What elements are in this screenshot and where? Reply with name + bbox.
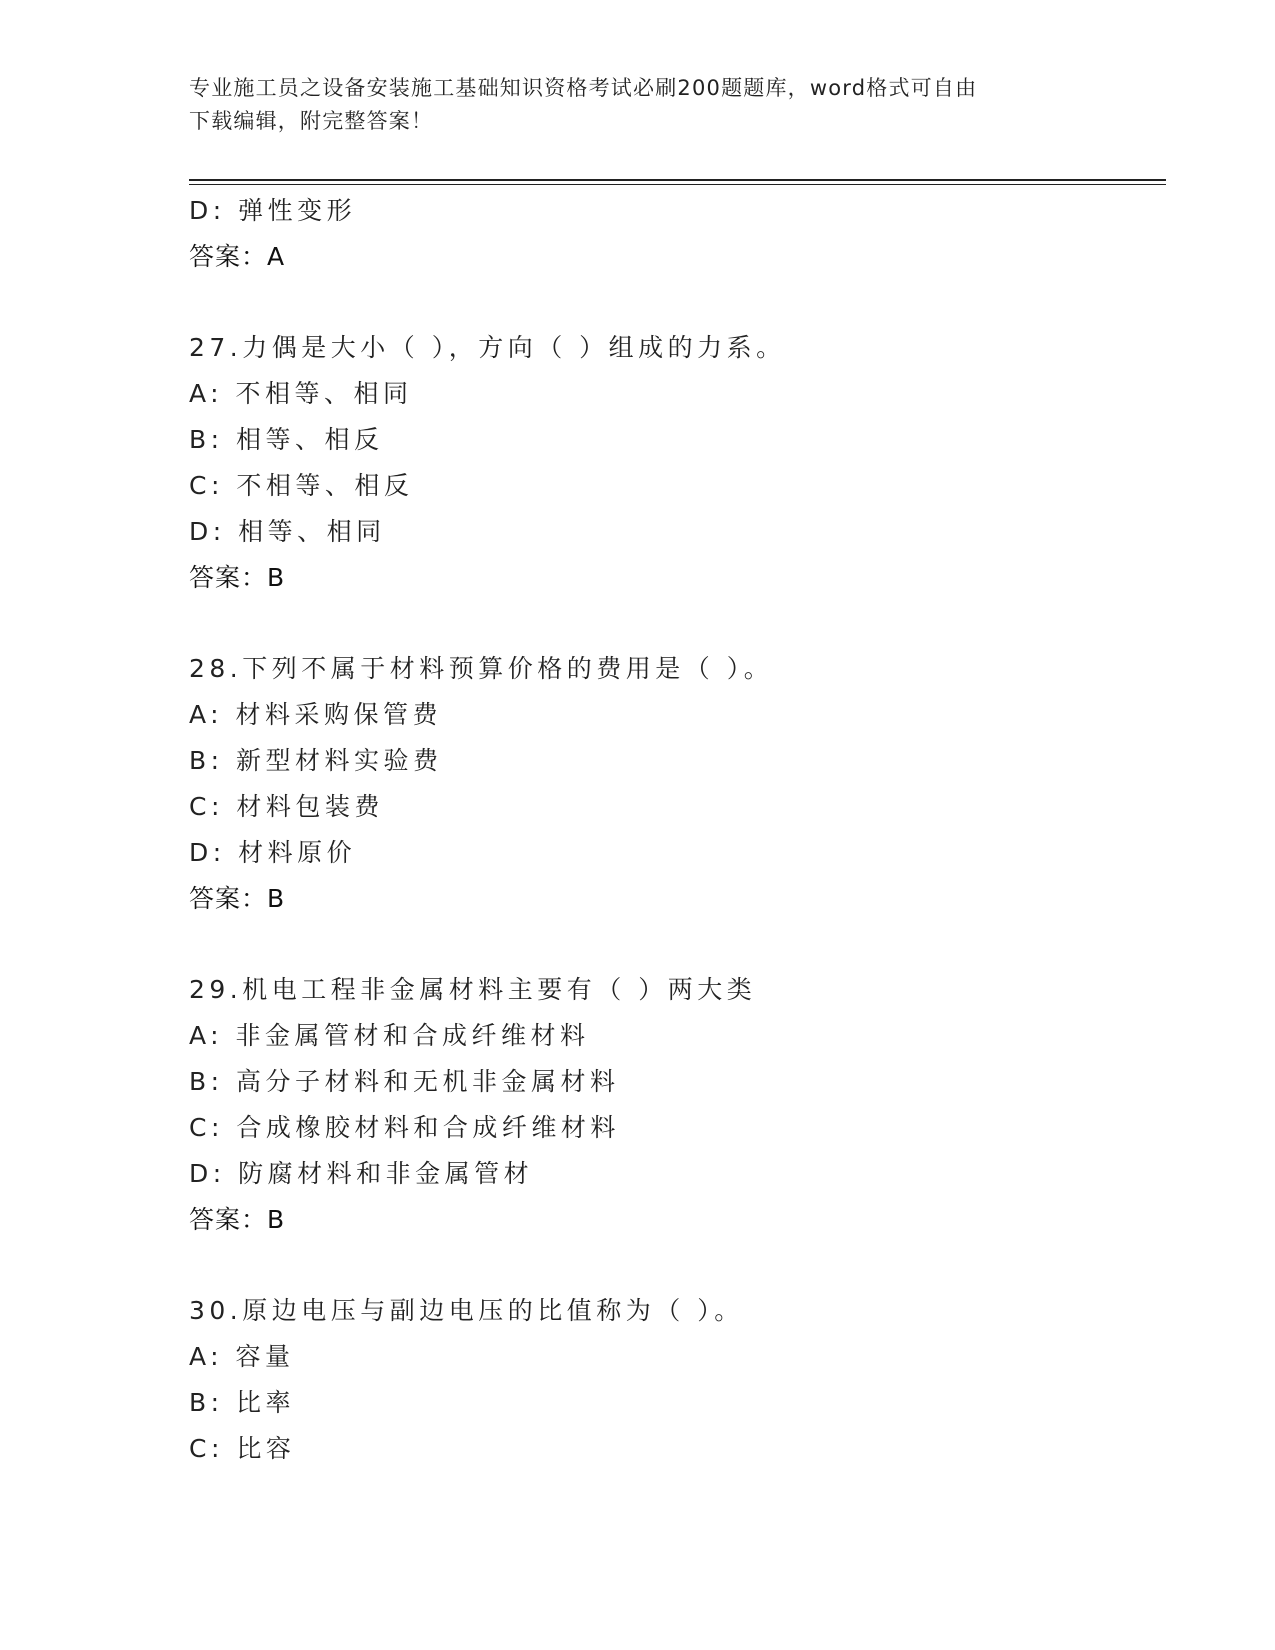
spacer [189,1243,1166,1288]
question-30 [189,1288,1166,1472]
option-a: A: 材料采购保管费 [189,700,443,729]
option-a: A: 不相等、相同 [189,379,413,408]
spacer [189,601,1166,646]
answer: 答案：A [189,242,286,271]
question-27 [189,325,1166,601]
option-a: A: 非金属管材和合成纤维材料 [189,1021,590,1050]
question-stem: 27.力偶是大小（ ），方向（ ）组成的力系。 [189,333,786,362]
option-d: D: 防腐材料和非金属管材 [189,1159,534,1188]
option-a: A: 容量 [189,1342,295,1371]
option-b: B: 高分子材料和无机非金属材料 [189,1067,620,1096]
partial-question-26 [189,188,1166,280]
option-d: D: 材料原价 [189,838,357,867]
question-29 [189,967,1166,1243]
option-c: C: 比容 [189,1434,296,1463]
option-b: B: 比率 [189,1388,296,1417]
question-list [189,188,1166,1472]
option-d: D: 相等、相同 [189,517,386,546]
question-stem: 29.机电工程非金属材料主要有（ ）两大类 [189,975,757,1004]
spacer [189,922,1166,967]
answer: 答案：B [189,563,286,592]
question-stem: 28.下列不属于材料预算价格的费用是（ ）。 [189,654,774,683]
option-c: C: 不相等、相反 [189,471,414,500]
option-b: B: 相等、相反 [189,425,384,454]
option-c: C: 合成橡胶材料和合成纤维材料 [189,1113,620,1142]
option-c: C: 材料包装费 [189,792,384,821]
header-rule-thin [189,184,1166,185]
option-d: D: 弹性变形 [189,196,357,225]
option-b: B: 新型材料实验费 [189,746,443,775]
question-stem: 30.原边电压与副边电压的比值称为（ ）。 [189,1296,744,1325]
document-header [189,72,1089,138]
header-rule-thick [189,179,1166,181]
spacer [189,280,1166,325]
question-28 [189,646,1166,922]
answer: 答案：B [189,884,286,913]
answer: 答案：B [189,1205,286,1234]
header-title-line2: 下载编辑，附完整答案！ [189,109,434,133]
header-title-line1: 专业施工员之设备安装施工基础知识资格考试必刷200题题库，word格式可自由 [189,76,978,100]
